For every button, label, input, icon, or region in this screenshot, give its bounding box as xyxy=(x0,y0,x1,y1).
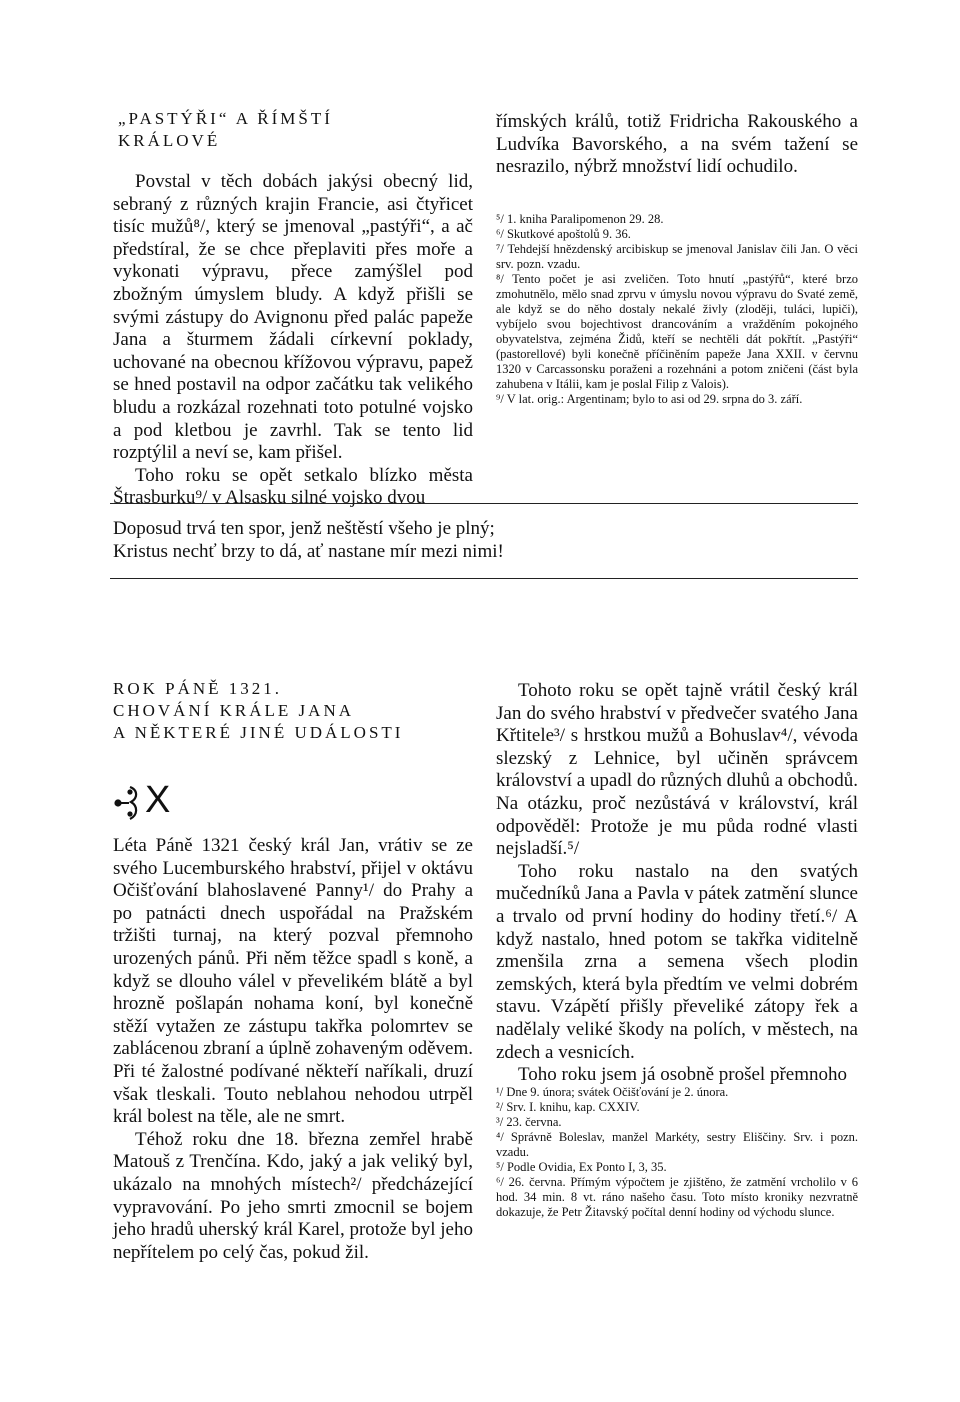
footnote: ³/ 23. června. xyxy=(496,1115,562,1129)
chapter-number: X xyxy=(145,779,171,821)
paragraph: Toho roku nastalo na den svatých mučedníků Jana a Pavla v pátek zatmění slunce a trvalo od první hodiny do hodiny třetí.⁶/ A když nastalo, hned potom se takřka viditelně zmenšila zrna a semena všech plodin zemských, která byla předtím ve velmi dobrém stavu. Vzápětí přišly převeliké zátopy řek a nadělaly veliké škody na polích, v městech, na zdech a vesnicích. xyxy=(496,860,858,1063)
heading-line: CHOVÁNÍ KRÁLE JANA xyxy=(113,701,354,720)
footnote: ¹/ Dne 9. února; svátek Očišťování je 2. února. xyxy=(496,1085,729,1099)
top-left-column xyxy=(113,171,473,510)
heading-line: KRÁLOVÉ xyxy=(118,131,221,150)
verse-line: Kristus nechť brzy to dá, ať nastane mír mezi nimi! xyxy=(113,540,504,562)
bottom-left-column xyxy=(113,835,473,1264)
verse-line: Doposud trvá ten spor, jenž neštěstí všeho je plný; xyxy=(113,518,495,539)
footnote: ⁴/ Správně Boleslav, manžel Markéty, sestry Eliščiny. Srv. i pozn. vzadu. xyxy=(496,1130,858,1159)
rule-bottom xyxy=(110,578,858,579)
footnote: ⁹/ V lat. orig.: Argentinam; bylo to asi od 29. srpna do 3. září. xyxy=(496,392,803,406)
top-right-column xyxy=(496,111,858,179)
footnote: ⁷/ Tehdejší hnězdenský arcibiskup se jmenoval Janislav čili Jan. O věci srv. pozn. vzadu. xyxy=(496,242,858,271)
heading-line: „PASTÝŘI“ A ŘÍMŠTÍ xyxy=(118,109,333,128)
paragraph: Toho roku jsem já osobně prošel přemnoho xyxy=(518,1064,848,1086)
bottom-footnotes xyxy=(496,1085,858,1220)
paragraph: Tohoto roku se opět tajně vrátil český král Jan do svého hrabství v předvečer svatého Jana Křtitele³/ s hrstkou mužů a Bohuslav⁴/, vévoda slezský z Lehnice, byl učiněn správcem království a upadl do různých dluhů a obchodů. Na otázku, proč nezůstává v království, král odpověděl: Protože je mu půda rodné vlasti nejsladší.⁵/ xyxy=(496,680,858,860)
paragraph: římských králů, totiž Fridricha Rakouského a Ludvíka Bavorského, a na svém tažení se nesrazilo, nýbrž množství lidí ochudilo. xyxy=(496,111,858,178)
heading-line: A NĚKTERÉ JINÉ UDÁLOSTI xyxy=(113,723,404,742)
rule-top xyxy=(110,503,858,504)
paragraph: Toho roku se opět setkalo blízko města Štrasburku⁹/ v Alsasku silné vojsko dvou xyxy=(113,464,473,509)
paragraph: Povstal v těch dobách jakýsi obecný lid, sebraný z různých krajin Francie, asi čtyřicet tisíc mužů⁸/, který se jmenoval „pastýři“, a ač předstíral, že se chce přeplaviti přes moře a vykonati výpravu, přece zamýšlel pod zbožným úmyslem bludy. A když přišli se svými zástupy do Avignonu před palác papeže Jana a šturmem žádali církevní poklady, uchované na obecnou křížovou výpravu, papež se hned postavil na odpor začátku tak velikého bludu a rozkázal rozehnati toto potulné vojsko a pod kletbou je zavrhl. Tak se tento lid rozptýlil a neví se, kam přišel. xyxy=(113,171,473,464)
section-heading-top xyxy=(118,108,478,152)
footnote: ⁸/ Tento počet je asi zveličen. Toto hnutí „pastýřů“, které brzo zmohutnělo, mělo snad zprvu v úmyslu novou výpravu do Svaté země, ale když se do něho dostaly nekalé živly (zloději, tuláci, lupiči), vybíjelo svou bojechtivost drancováním a vražděním pokojného obyvatelstva, zejména Židů, kteří se nechtěli dát pokřtít. „Pastýři“ (pastorellové) byli konečně příčiněním papeže Jana XXII. v červnu 1320 v Carcassonsku poraženi a rozehnáni a potom zničeni (část byla zahubena v Itálii, kam je poslal Filip z Valois). xyxy=(496,272,858,391)
heading-line: ROK PÁNĚ 1321. xyxy=(113,679,283,698)
footnote: ⁶/ 26. června. Přímým výpočtem je zjištěno, že zatmění vrcholilo v 6 hod. 34 min. 8 vt. ráno našeho času. Toto místo kroniky nezvratně dokazuje, že Petr Žitavský počítal denní hodiny od východu slunce. xyxy=(496,1175,858,1219)
bottom-right-column xyxy=(496,680,858,1087)
paragraph: Téhož roku dne 18. března zemřel hrabě Matouš z Trenčína. Kdo, jaký a jak veliký byl, ukázalo na mnohých místech²/ předcházející vypravování. Po jeho smrti zmocnil se bojem jeho hradů uherský král Karel, protože byl jeho nepřítelem po celý čas, pokud žil. xyxy=(113,1128,473,1263)
verse-block xyxy=(113,518,813,563)
chapter-heading xyxy=(113,678,473,744)
footnote: ²/ Srv. I. knihu, kap. CXXIV. xyxy=(496,1100,640,1114)
footnote: ⁶/ Skutkové apoštolů 9. 36. xyxy=(496,227,631,241)
footnote: ⁵/ 1. kniha Paralipomenon 29. 28. xyxy=(496,212,664,226)
footnote: ⁵/ Podle Ovidia, Ex Ponto I, 3, 35. xyxy=(496,1160,667,1174)
paragraph: Léta Páně 1321 český král Jan, vrátiv se ze svého Lucemburského hrabství, přijel v oktávu Očišťování blahoslavené Panny¹/ do Prahy a po patnácti dnech uspořádal na Pražském tržišti turnaj, na který pozval přemnoho urozených pánů. Při něm těžce spadl s koně, a když se dlouho válel v převelikém blátě a byl hrozně pošlapán nohama koní, byl konečně stěží vytažen ze zástupu takřka polomrtev se zablácenou zbraní a úplně zohaveným oděvem. Při té žalostné podívané někteří naříkali, druzí však tleskali. Touto neblahou nehodou utrpěl král bolest na těle, ale ne smrt. xyxy=(113,835,473,1128)
top-footnotes xyxy=(496,212,858,407)
